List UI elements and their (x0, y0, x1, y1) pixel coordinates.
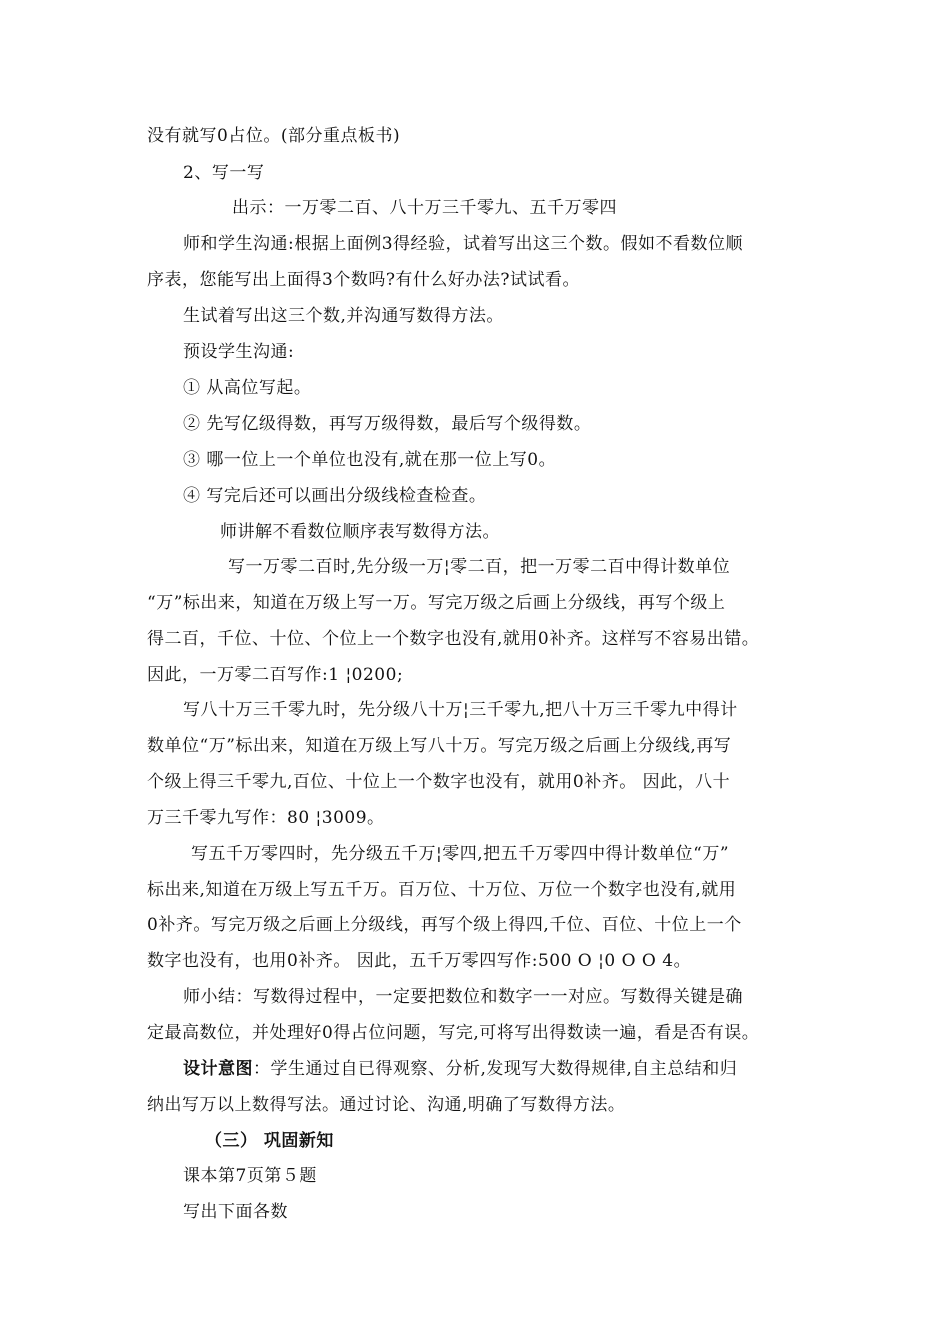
text-line: 没有就写0占位。(部分重点板书) (147, 126, 401, 146)
text-line: 纳出写万以上数得写法。通过讨论、沟通,明确了写数得方法。 (147, 1095, 626, 1115)
text-line: 数字也没有，也用0补齐。 因此，五千万零四写作:500 O ¦0 O O 4。 (147, 951, 692, 971)
text-line: 课本第7页第５题 (183, 1166, 317, 1186)
text-line: 预设学生沟通: (183, 342, 295, 362)
text-line: “万”标出来，知道在万级上写一万。写完万级之后画上分级线，再写个级上 (147, 593, 726, 613)
text-line: 数单位“万”标出来，知道在万级上写八十万。写完万级之后画上分级线,再写 (147, 736, 732, 756)
text-line: 序表，您能写出上面得3个数吗?有什么好办法?试试看。 (147, 270, 581, 290)
section-heading: （三） 巩固新知 (205, 1131, 334, 1151)
text-line: 师讲解不看数位顺序表写数得方法。 (220, 522, 500, 542)
list-item: ② 先写亿级得数，再写万级得数，最后写个级得数。 (183, 414, 592, 434)
text-line: 个级上得三千零九,百位、十位上一个数字也没有，就用0补齐。 因此，八十 (147, 772, 731, 792)
text-line: 师和学生沟通:根据上面例3得经验，试着写出这三个数。假如不看数位顺 (183, 234, 744, 254)
design-intent-text: ：学生通过自已得观察、分析,发现写大数得规律,自主总结和归 (253, 1059, 738, 1079)
design-intent-line (183, 1058, 737, 1080)
text-line: 万三千零九写作：80 ¦3009。 (147, 808, 385, 828)
text-line: 写五千万零四时，先分级五千万¦零四,把五千万零四中得计数单位“万” (191, 844, 730, 864)
text-line: 写一万零二百时,先分级一万¦零二百，把一万零二百中得计数单位 (228, 557, 731, 577)
list-item: ④ 写完后还可以画出分级线检查检查。 (183, 486, 487, 506)
text-line: 定最高数位，并处理好0得占位问题，写完,可将写出得数读一遍，看是否有误。 (147, 1023, 760, 1043)
text-line: 得二百，千位、十位、个位上一个数字也没有,就用0补齐。这样写不容易出错。 (147, 629, 760, 649)
text-line: 标出来,知道在万级上写五千万。百万位、十万位、万位一个数字也没有,就用 (147, 880, 737, 900)
list-item: ③ 哪一位上一个单位也没有,就在那一位上写0。 (183, 450, 557, 470)
text-line: 0补齐。写完万级之后画上分级线，再写个级上得四,千位、百位、十位上一个 (147, 915, 742, 935)
text-line: 生试着写出这三个数,并沟通写数得方法。 (183, 306, 504, 326)
text-line: 出示：一万零二百、八十万三千零九、五千万零四 (232, 198, 617, 218)
text-line: 写出下面各数 (183, 1202, 288, 1222)
text-line: 2、写一写 (183, 163, 265, 183)
text-line: 师小结：写数得过程中，一定要把数位和数字一一对应。写数得关键是确 (183, 987, 743, 1007)
design-intent-label: 设计意图 (183, 1059, 253, 1079)
list-item: ① 从高位写起。 (183, 378, 312, 398)
text-line: 因此，一万零二百写作:1 ¦0200; (147, 665, 404, 685)
text-line: 写八十万三千零九时，先分级八十万¦三千零九,把八十万三千零九中得计 (183, 700, 738, 720)
